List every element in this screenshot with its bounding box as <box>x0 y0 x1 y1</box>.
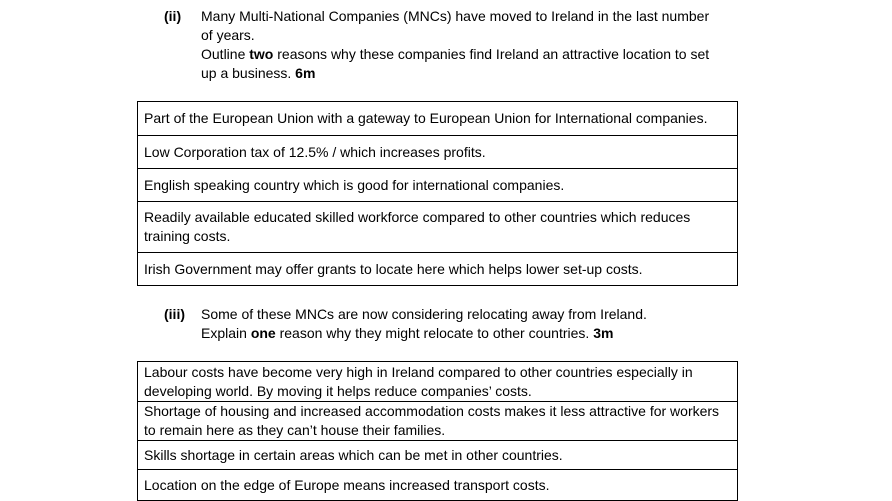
question-ii-line-3-pre: Outline <box>201 46 250 62</box>
question-ii-line-3 <box>201 45 741 64</box>
answer-ii-row <box>138 201 737 252</box>
question-iii-line-1: Some of these MNCs are now considering relocating away from Ireland. <box>201 306 647 322</box>
answer-iii-row <box>138 401 737 440</box>
question-ii-line-4 <box>201 64 741 83</box>
answer-ii-text: Low Corporation tax of 12.5% / which increases profits. <box>144 143 486 160</box>
question-iii-line-2-pre: Explain <box>201 325 251 341</box>
answer-iii-row <box>138 469 737 501</box>
question-iii-emphasis: one <box>250 325 276 341</box>
question-iii-text <box>201 305 741 343</box>
question-ii-line-3-post: reasons why these companies find Ireland an attractive location to set <box>273 46 710 62</box>
question-iii-line-2 <box>201 324 741 343</box>
answers-iii-table <box>137 361 738 501</box>
question-ii-emphasis: two <box>249 46 274 62</box>
answer-ii-text: Irish Government may offer grants to locate here which helps lower set-up costs. <box>144 260 643 277</box>
answer-iii-row <box>138 362 737 401</box>
question-ii-line-1: Many Multi-National Companies (MNCs) have moved to Ireland in the last number <box>201 8 710 24</box>
question-iii-line-2-post: reason why they might relocate to other countries. <box>275 325 594 341</box>
question-ii-line-4-pre: up a business. <box>201 65 296 81</box>
answer-ii-text: English speaking country which is good for international companies. <box>144 176 565 193</box>
answer-ii-row <box>138 102 737 135</box>
question-iii-marks: 3m <box>593 325 614 341</box>
answer-iii-text: Location on the edge of Europe means increased transport costs. <box>144 477 550 493</box>
question-ii-text <box>201 7 741 83</box>
question-ii-number: (ii) <box>164 8 182 24</box>
answers-ii-table <box>137 101 738 286</box>
answer-ii-text: Part of the European Union with a gateway to European Union for International companies. <box>144 110 708 126</box>
answer-iii-text: Shortage of housing and increased accommodation costs makes it less attractive for workers <box>144 403 720 419</box>
answer-ii-text: Readily available educated skilled workforce compared to other countries which reduces <box>144 209 691 225</box>
answer-ii-text: training costs. <box>144 228 231 244</box>
answer-iii-text: Skills shortage in certain areas which can be met in other countries. <box>144 446 563 463</box>
answer-ii-row <box>138 135 737 168</box>
answer-ii-row <box>138 252 737 285</box>
answer-iii-text: developing world. By moving it helps reduce companies’ costs. <box>144 382 532 399</box>
answer-iii-text: Labour costs have become very high in Ireland compared to other countries especially in <box>144 363 693 380</box>
answer-ii-row <box>138 168 737 201</box>
answer-iii-text: to remain here as they can’t house their families. <box>144 422 446 438</box>
answer-iii-row <box>138 440 737 469</box>
question-ii-line-2: of years. <box>201 27 255 43</box>
question-iii-number: (iii) <box>164 306 185 322</box>
question-ii-marks: 6m <box>295 65 316 81</box>
